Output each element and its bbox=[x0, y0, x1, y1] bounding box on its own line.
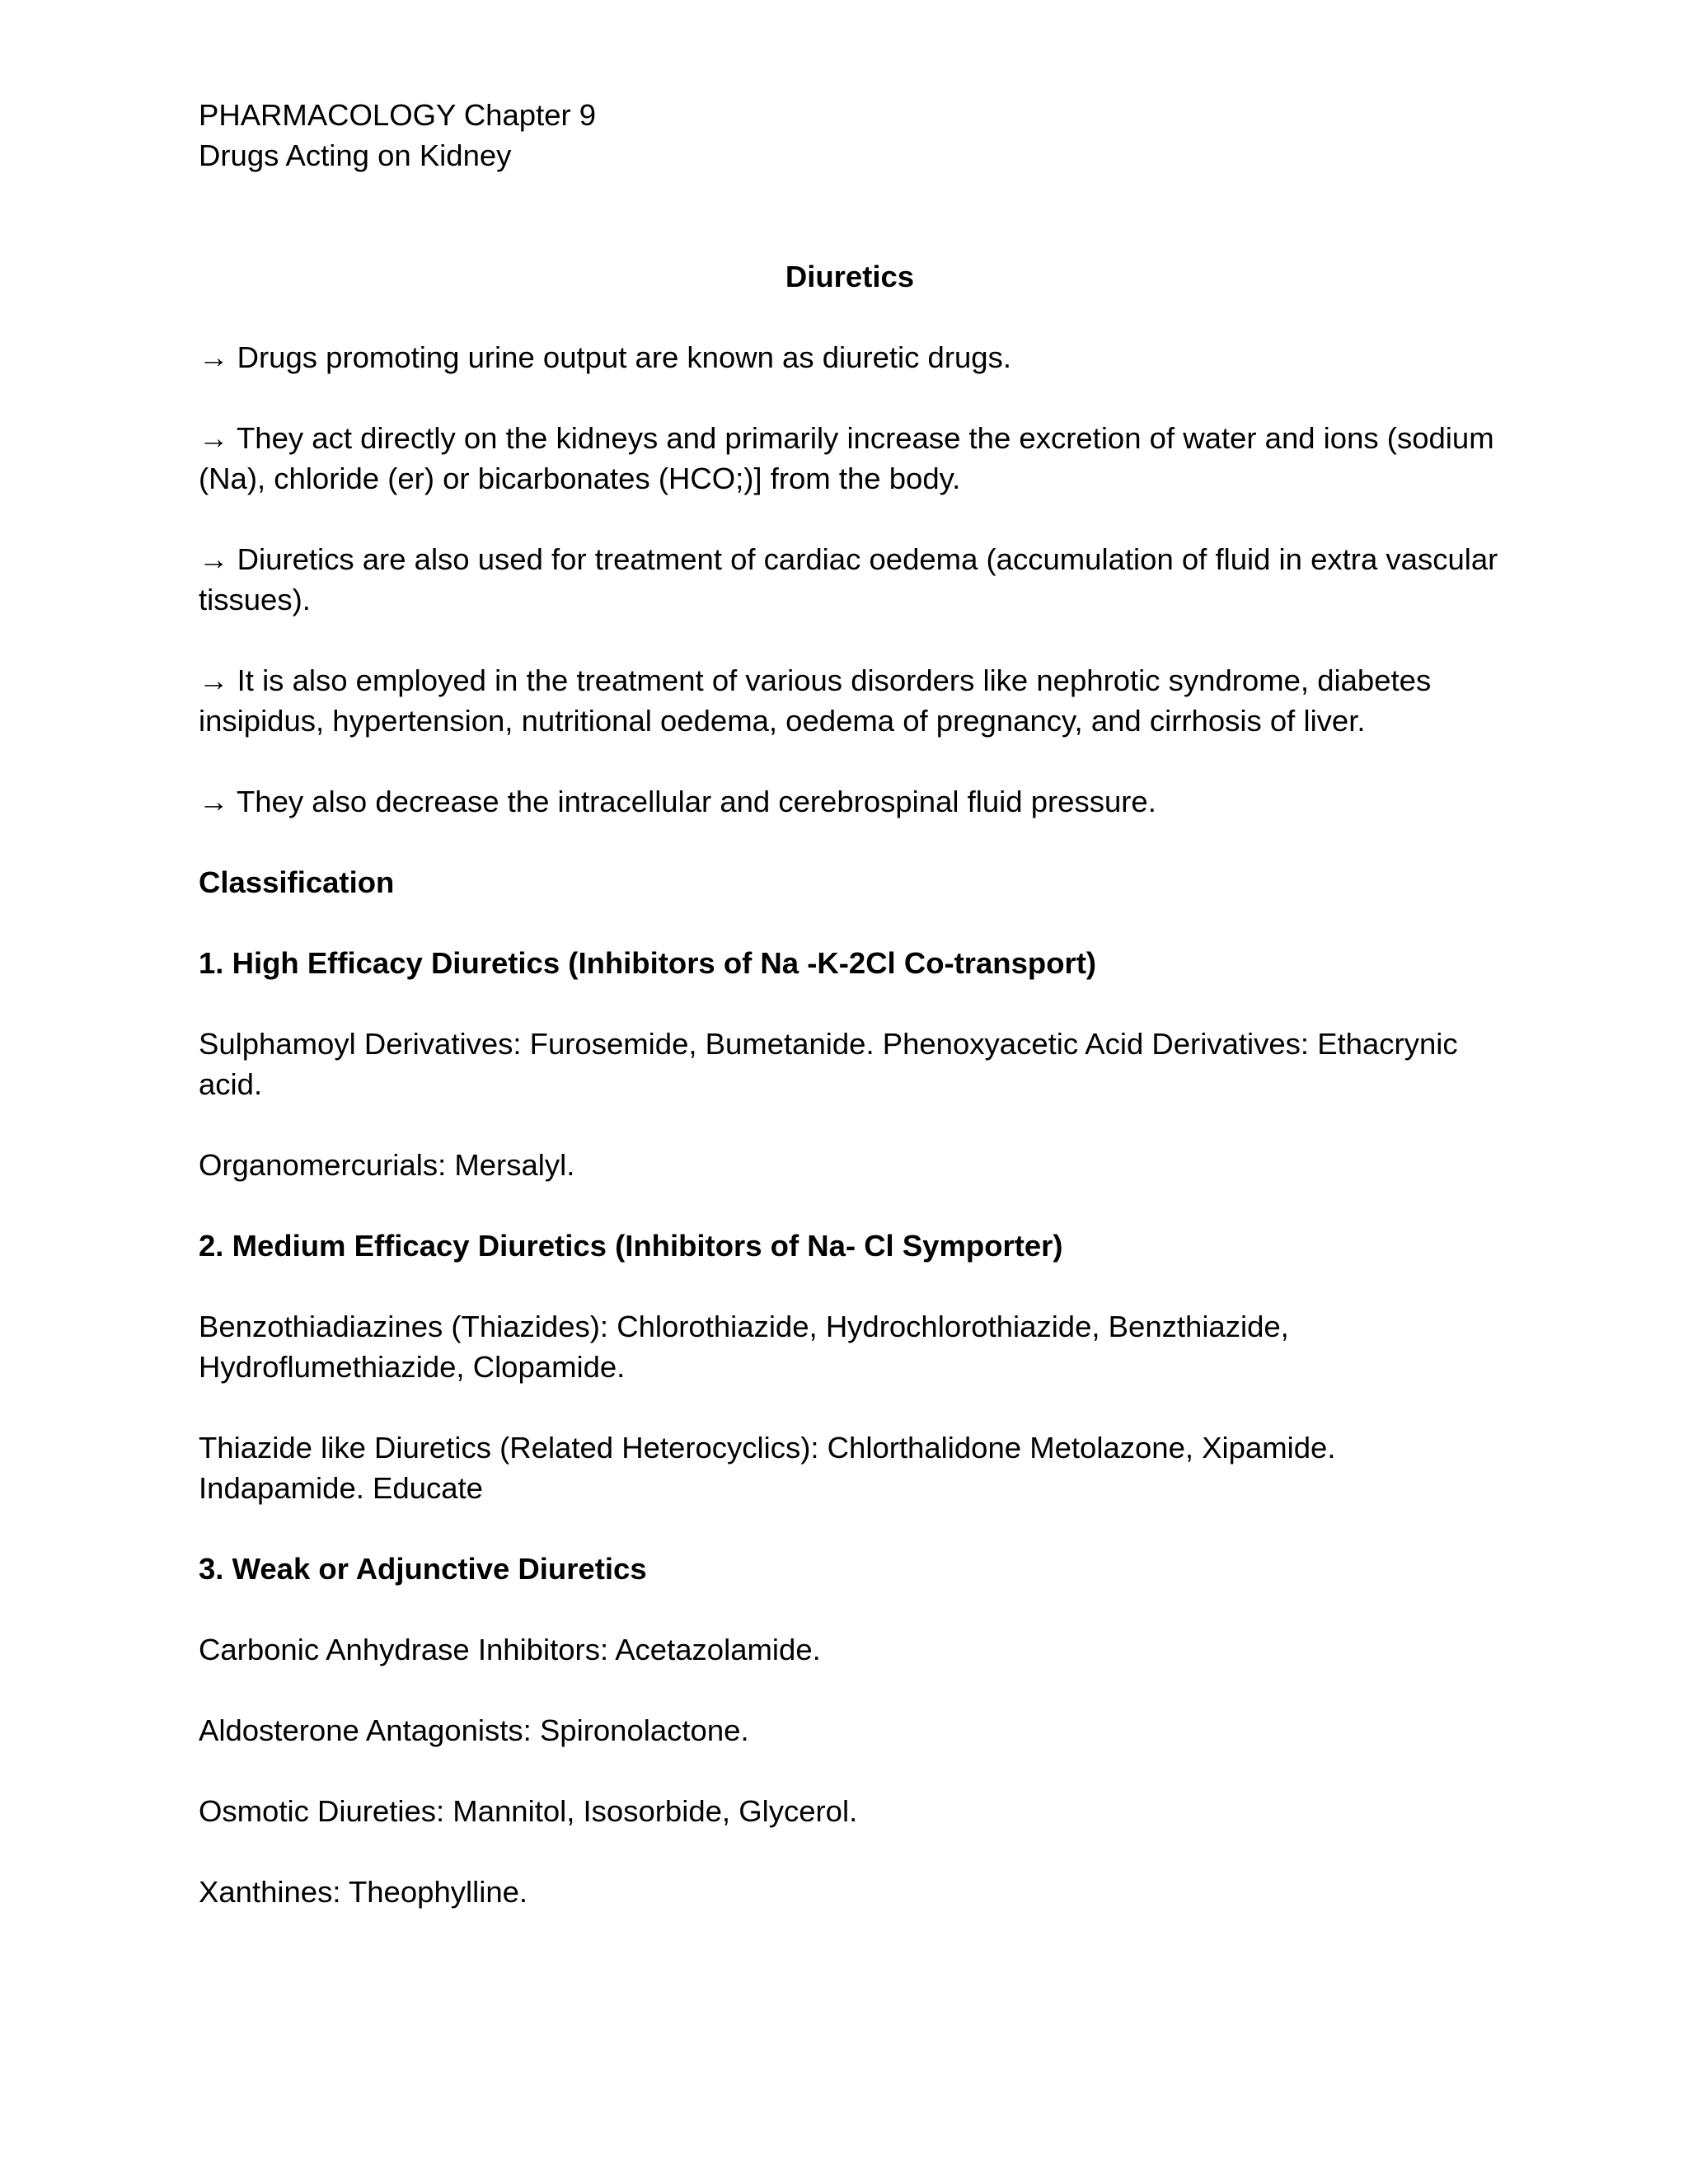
group-item: Carbonic Anhydrase Inhibitors: Acetazolamide. bbox=[199, 1633, 821, 1666]
intro-point: → They also decrease the intracellular and cerebrospinal fluid pressure. bbox=[199, 785, 1156, 818]
page-title: Diuretics bbox=[785, 260, 915, 293]
intro-point: → They act directly on the kidneys and primarily increase the excretion of water and ions (sodium (Na), chloride (er) or bicarbonates (HCO;)] from the body. bbox=[199, 421, 1494, 495]
header-subtitle: Drugs Acting on Kidney bbox=[199, 138, 512, 172]
document-body bbox=[199, 95, 1501, 1912]
group-item: Organomercurials: Mersalyl. bbox=[199, 1148, 575, 1182]
classification-heading: Classification bbox=[199, 865, 395, 899]
header-chapter: PHARMACOLOGY Chapter 9 bbox=[199, 98, 597, 132]
group-item: Aldosterone Antagonists: Spironolactone. bbox=[199, 1713, 749, 1747]
intro-point: → It is also employed in the treatment of various disorders like nephrotic syndrome, diabetes insipidus, hypertension, nutritional oedema, oedema of pregnancy, and cirrhosis of liver. bbox=[199, 663, 1432, 738]
group-item: Benzothiadiazines (Thiazides): Chlorothiazide, Hydrochlorothiazide, Benzthiazide, Hydroflumethiazide, Clopamide. bbox=[199, 1310, 1289, 1384]
group-item: Thiazide like Diuretics (Related Heterocyclics): Chlorthalidone Metolazone, Xipamide. Indapamide. Educate bbox=[199, 1431, 1336, 1505]
intro-point: → Drugs promoting urine output are known as diuretic drugs. bbox=[199, 340, 1011, 374]
group-heading-medium-efficacy: 2. Medium Efficacy Diuretics (Inhibitors of Na- Cl Symporter) bbox=[199, 1229, 1063, 1263]
group-heading-high-efficacy: 1. High Efficacy Diuretics (Inhibitors of Na -K-2Cl Co-transport) bbox=[199, 946, 1097, 980]
group-item: Sulphamoyl Derivatives: Furosemide, Bumetanide. Phenoxyacetic Acid Derivatives: Ethacrynic acid. bbox=[199, 1027, 1458, 1101]
group-heading-weak-adjunctive: 3. Weak or Adjunctive Diuretics bbox=[199, 1552, 647, 1586]
group-item: Xanthines: Theophylline. bbox=[199, 1875, 528, 1909]
intro-point: → Diuretics are also used for treatment of cardiac oedema (accumulation of fluid in extra vascular tissues). bbox=[199, 542, 1498, 616]
group-item: Osmotic Diureties: Mannitol, Isosorbide, Glycerol. bbox=[199, 1794, 858, 1828]
